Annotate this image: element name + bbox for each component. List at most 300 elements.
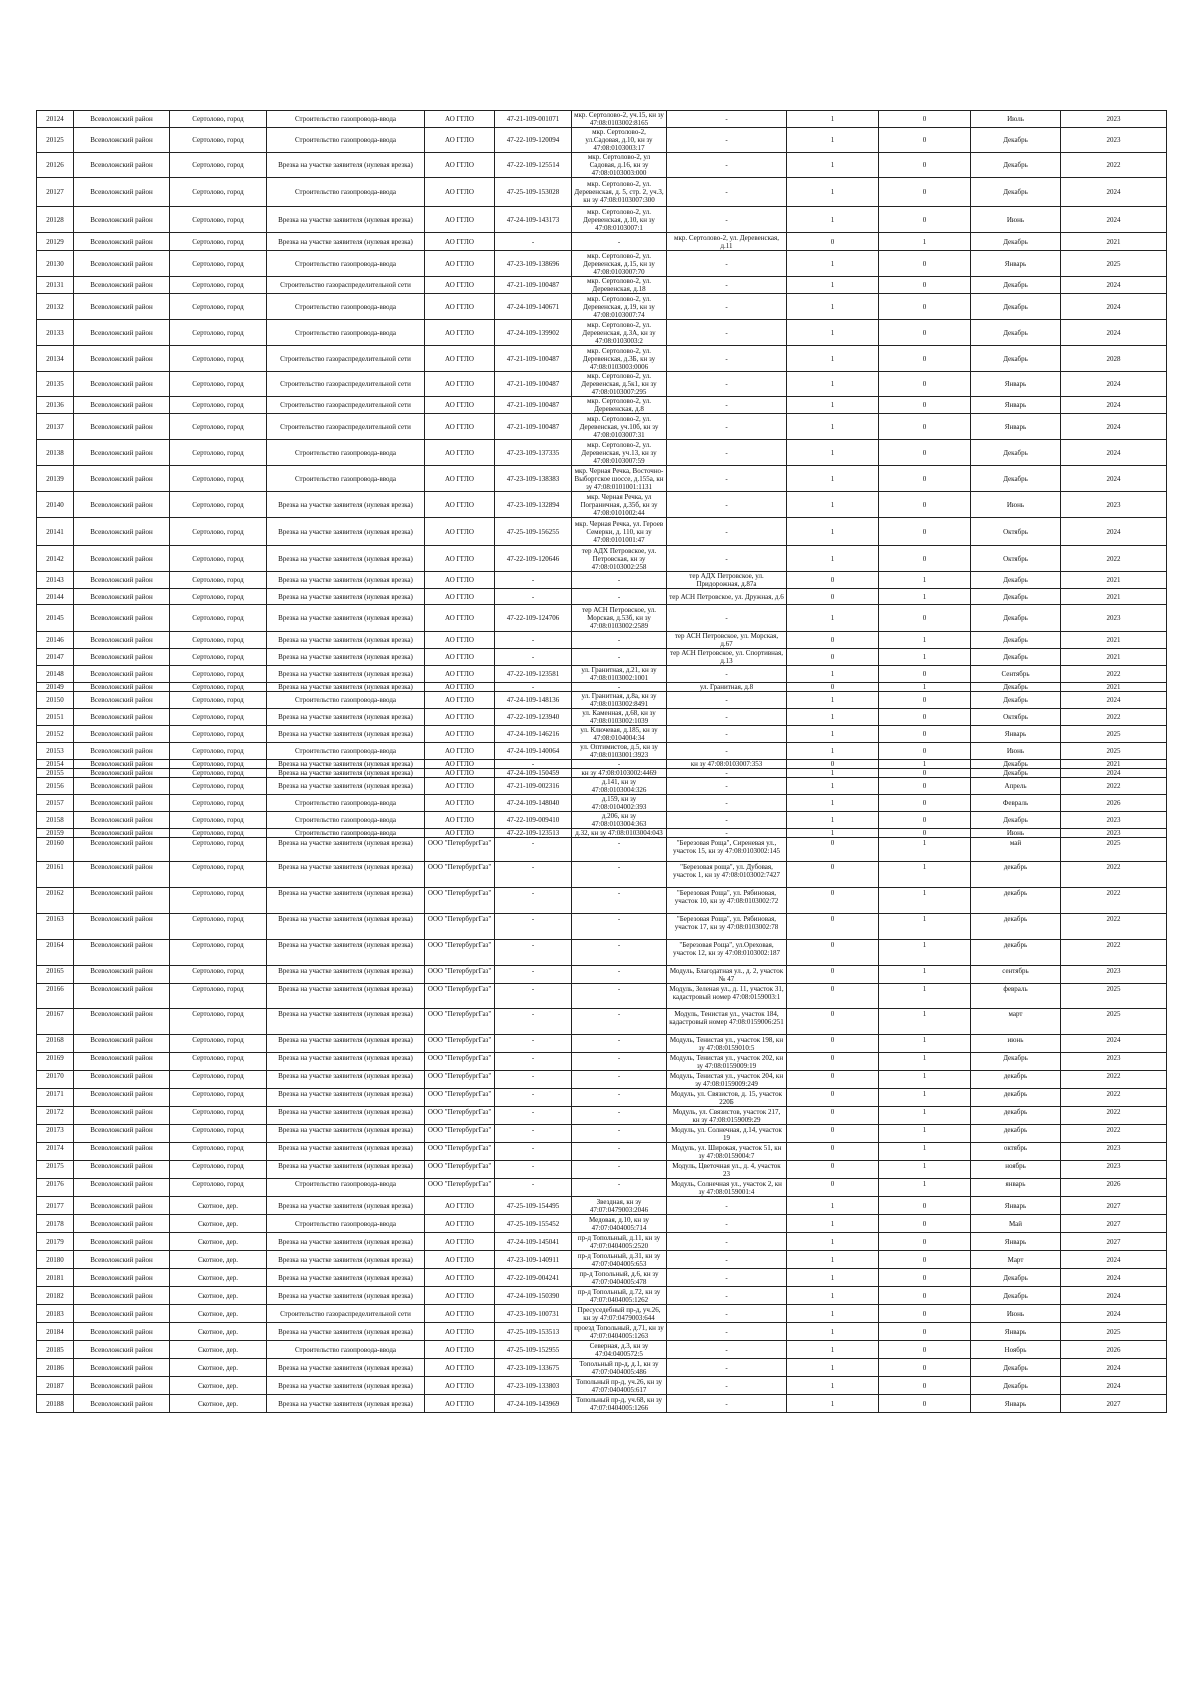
cell-flag-no-contract: 0 bbox=[879, 492, 971, 518]
cell-flag-no-contract: 1 bbox=[879, 1053, 971, 1071]
cell-flag-no-contract: 0 bbox=[879, 666, 971, 683]
cell-month: декабрь bbox=[971, 940, 1061, 966]
cell-year: 2023 bbox=[1061, 812, 1167, 829]
cell-address-no-contract: - bbox=[667, 397, 787, 414]
cell-year: 2024 bbox=[1061, 207, 1167, 233]
cell-number: 20135 bbox=[37, 372, 74, 397]
cell-month: декабрь bbox=[971, 1071, 1061, 1089]
cell-address-contract: - bbox=[572, 683, 667, 692]
cell-number: 20185 bbox=[37, 1341, 74, 1359]
cell-month: Июнь bbox=[971, 492, 1061, 518]
table-row bbox=[37, 294, 1167, 320]
cell-locality: Сертолово, город bbox=[170, 1161, 267, 1179]
cell-year: 2024 bbox=[1061, 294, 1167, 320]
cell-flag-contract: 1 bbox=[787, 178, 879, 207]
cell-address-no-contract: - bbox=[667, 492, 787, 518]
cell-year: 2028 bbox=[1061, 346, 1167, 372]
cell-contract-number: 47-22-109-124706 bbox=[495, 605, 572, 632]
cell-address-no-contract: - bbox=[667, 320, 787, 346]
cell-contract-number: - bbox=[495, 966, 572, 984]
cell-month: Декабрь bbox=[971, 466, 1061, 492]
cell-number: 20177 bbox=[37, 1197, 74, 1215]
cell-month: Декабрь bbox=[971, 1377, 1061, 1395]
cell-work-type: Строительство газораспределительной сети bbox=[267, 1305, 425, 1323]
cell-district: Всеволожский район bbox=[74, 1341, 170, 1359]
cell-address-no-contract: - bbox=[667, 1269, 787, 1287]
cell-address-no-contract: - bbox=[667, 605, 787, 632]
cell-work-type: Строительство газопровода-ввода bbox=[267, 795, 425, 812]
cell-flag-contract: 1 bbox=[787, 1287, 879, 1305]
cell-month: февраль bbox=[971, 984, 1061, 1009]
cell-contract-number: 47-24-109-148040 bbox=[495, 795, 572, 812]
cell-contract-number: 47-23-109-138383 bbox=[495, 466, 572, 492]
cell-address-no-contract: "Березовая Роща", ул. Рябиновая, участок 10, кн зу 47:08:0103002:72 bbox=[667, 888, 787, 914]
cell-district: Всеволожский район bbox=[74, 153, 170, 178]
cell-work-type: Строительство газопровода-ввода bbox=[267, 692, 425, 709]
cell-month: Октябрь bbox=[971, 518, 1061, 546]
cell-contract-number: - bbox=[495, 888, 572, 914]
cell-organization: АО ГГЛО bbox=[425, 1323, 495, 1341]
cell-number: 20169 bbox=[37, 1053, 74, 1071]
cell-organization: АО ГГЛО bbox=[425, 178, 495, 207]
cell-address-contract: д.159, кн зу 47:08:0104002:393 bbox=[572, 795, 667, 812]
cell-year: 2023 bbox=[1061, 1143, 1167, 1161]
cell-district: Всеволожский район bbox=[74, 1179, 170, 1197]
table-row bbox=[37, 605, 1167, 632]
cell-flag-contract: 1 bbox=[787, 743, 879, 760]
cell-month: декабрь bbox=[971, 1125, 1061, 1143]
cell-month: Ноябрь bbox=[971, 1341, 1061, 1359]
cell-address-no-contract: - bbox=[667, 207, 787, 233]
cell-year: 2027 bbox=[1061, 1197, 1167, 1215]
cell-number: 20133 bbox=[37, 320, 74, 346]
cell-month: декабрь bbox=[971, 862, 1061, 888]
cell-flag-contract: 0 bbox=[787, 1071, 879, 1089]
cell-organization: АО ГГЛО bbox=[425, 1377, 495, 1395]
cell-flag-contract: 1 bbox=[787, 111, 879, 128]
cell-work-type: Врезка на участке заявителя (нулевая врезка) bbox=[267, 726, 425, 743]
cell-contract-number: 47-21-109-001071 bbox=[495, 111, 572, 128]
cell-number: 20160 bbox=[37, 838, 74, 862]
cell-work-type: Врезка на участке заявителя (нулевая врезка) bbox=[267, 666, 425, 683]
cell-address-no-contract: "Березовая Роща", Сиреневая ул., участок 15, кн зу 47:08:0103002:145 bbox=[667, 838, 787, 862]
cell-district: Всеволожский район bbox=[74, 1359, 170, 1377]
cell-address-no-contract: Модуль, Цветочная ул., д. 4, участок 23 bbox=[667, 1161, 787, 1179]
cell-number: 20187 bbox=[37, 1377, 74, 1395]
cell-month: Июнь bbox=[971, 829, 1061, 838]
cell-year: 2024 bbox=[1061, 466, 1167, 492]
cell-work-type: Врезка на участке заявителя (нулевая врезка) bbox=[267, 1287, 425, 1305]
cell-work-type: Строительство газораспределительной сети bbox=[267, 397, 425, 414]
cell-number: 20124 bbox=[37, 111, 74, 128]
cell-address-no-contract: - bbox=[667, 1251, 787, 1269]
cell-contract-number: - bbox=[495, 1125, 572, 1143]
cell-district: Всеволожский район bbox=[74, 632, 170, 649]
cell-address-contract: мкр. Черная Речка, ул Пограничная, д.35б, кн зу 47:08:0101002:44 bbox=[572, 492, 667, 518]
cell-work-type: Врезка на участке заявителя (нулевая врезка) bbox=[267, 709, 425, 726]
cell-flag-no-contract: 1 bbox=[879, 1125, 971, 1143]
cell-address-no-contract: "Березовая Роща", ул.Ореховая, участок 12, кн зу 47:08:0103002:187 bbox=[667, 940, 787, 966]
cell-locality: Скотное, дер. bbox=[170, 1359, 267, 1377]
cell-locality: Сертолово, город bbox=[170, 414, 267, 440]
cell-organization: ООО "ПетербургГаз" bbox=[425, 940, 495, 966]
table-row bbox=[37, 683, 1167, 692]
cell-contract-number: 47-24-109-150390 bbox=[495, 1287, 572, 1305]
cell-locality: Скотное, дер. bbox=[170, 1395, 267, 1413]
cell-locality: Сертолово, город bbox=[170, 743, 267, 760]
cell-address-no-contract: - bbox=[667, 277, 787, 294]
cell-contract-number: - bbox=[495, 1143, 572, 1161]
cell-flag-no-contract: 0 bbox=[879, 1269, 971, 1287]
cell-flag-no-contract: 1 bbox=[879, 914, 971, 940]
cell-address-contract: ул. Ключевая, д.185, кн зу 47:08:0104004:34 bbox=[572, 726, 667, 743]
cell-month: Декабрь bbox=[971, 277, 1061, 294]
cell-number: 20153 bbox=[37, 743, 74, 760]
cell-work-type: Врезка на участке заявителя (нулевая врезка) bbox=[267, 589, 425, 605]
cell-district: Всеволожский район bbox=[74, 984, 170, 1009]
cell-locality: Сертолово, город bbox=[170, 1071, 267, 1089]
cell-month: Декабрь bbox=[971, 1287, 1061, 1305]
cell-flag-no-contract: 1 bbox=[879, 1179, 971, 1197]
cell-work-type: Врезка на участке заявителя (нулевая врезка) bbox=[267, 1251, 425, 1269]
cell-contract-number: 47-22-109-123513 bbox=[495, 829, 572, 838]
cell-flag-contract: 1 bbox=[787, 1215, 879, 1233]
cell-locality: Сертолово, город bbox=[170, 111, 267, 128]
cell-work-type: Врезка на участке заявителя (нулевая врезка) bbox=[267, 1161, 425, 1179]
cell-address-contract: мкр. Сертолово-2, ул. Деревенская, д.5к1, кн зу 47:08:0103007:295 bbox=[572, 372, 667, 397]
cell-district: Всеволожский район bbox=[74, 233, 170, 251]
cell-address-contract: д.141, кн зу 47:08:0103004:326 bbox=[572, 778, 667, 795]
cell-number: 20125 bbox=[37, 128, 74, 153]
cell-flag-contract: 1 bbox=[787, 795, 879, 812]
cell-flag-no-contract: 1 bbox=[879, 1035, 971, 1053]
cell-month: Январь bbox=[971, 372, 1061, 397]
cell-work-type: Строительство газопровода-ввода bbox=[267, 812, 425, 829]
cell-year: 2025 bbox=[1061, 726, 1167, 743]
cell-number: 20158 bbox=[37, 812, 74, 829]
cell-address-no-contract: - bbox=[667, 372, 787, 397]
cell-district: Всеволожский район bbox=[74, 111, 170, 128]
cell-flag-no-contract: 0 bbox=[879, 294, 971, 320]
cell-address-no-contract: - bbox=[667, 1197, 787, 1215]
cell-year: 2024 bbox=[1061, 1269, 1167, 1287]
cell-year: 2027 bbox=[1061, 1395, 1167, 1413]
cell-address-no-contract: - bbox=[667, 829, 787, 838]
table-row bbox=[37, 128, 1167, 153]
table-row bbox=[37, 984, 1167, 1009]
cell-flag-contract: 1 bbox=[787, 1395, 879, 1413]
cell-flag-contract: 1 bbox=[787, 1323, 879, 1341]
cell-flag-contract: 0 bbox=[787, 1179, 879, 1197]
cell-number: 20137 bbox=[37, 414, 74, 440]
cell-address-contract: - bbox=[572, 1053, 667, 1071]
cell-locality: Сертолово, город bbox=[170, 178, 267, 207]
cell-work-type: Врезка на участке заявителя (нулевая врезка) bbox=[267, 632, 425, 649]
cell-locality: Сертолово, город bbox=[170, 838, 267, 862]
cell-year: 2022 bbox=[1061, 940, 1167, 966]
cell-address-contract: мкр. Сертолово-2, ул. Деревенская, д.8 bbox=[572, 397, 667, 414]
cell-year: 2022 bbox=[1061, 1125, 1167, 1143]
cell-locality: Сертолово, город bbox=[170, 769, 267, 778]
cell-locality: Скотное, дер. bbox=[170, 1269, 267, 1287]
cell-work-type: Врезка на участке заявителя (нулевая врезка) bbox=[267, 838, 425, 862]
cell-year: 2024 bbox=[1061, 178, 1167, 207]
cell-flag-contract: 1 bbox=[787, 518, 879, 546]
cell-organization: ООО "ПетербургГаз" bbox=[425, 1035, 495, 1053]
cell-work-type: Строительство газопровода-ввода bbox=[267, 1341, 425, 1359]
cell-organization: АО ГГЛО bbox=[425, 1287, 495, 1305]
cell-address-contract: мкр. Сертолово-2, ул. Деревенская, д.10, кн зу 47:08:0103007:1 bbox=[572, 207, 667, 233]
cell-number: 20161 bbox=[37, 862, 74, 888]
cell-locality: Сертолово, город bbox=[170, 862, 267, 888]
table-row bbox=[37, 1395, 1167, 1413]
cell-work-type: Врезка на участке заявителя (нулевая врезка) bbox=[267, 518, 425, 546]
cell-number: 20179 bbox=[37, 1233, 74, 1251]
cell-address-no-contract: Модуль, Благодатная ул., д. 2, участок № 47 bbox=[667, 966, 787, 984]
cell-district: Всеволожский район bbox=[74, 546, 170, 572]
cell-month: Декабрь bbox=[971, 1359, 1061, 1377]
cell-flag-no-contract: 1 bbox=[879, 572, 971, 589]
cell-locality: Скотное, дер. bbox=[170, 1251, 267, 1269]
cell-number: 20168 bbox=[37, 1035, 74, 1053]
cell-district: Всеволожский район bbox=[74, 1305, 170, 1323]
cell-contract-number: 47-25-109-154495 bbox=[495, 1197, 572, 1215]
cell-number: 20132 bbox=[37, 294, 74, 320]
cell-district: Всеволожский район bbox=[74, 1287, 170, 1305]
cell-number: 20154 bbox=[37, 760, 74, 769]
cell-flag-contract: 1 bbox=[787, 692, 879, 709]
cell-organization: АО ГГЛО bbox=[425, 1341, 495, 1359]
cell-locality: Сертолово, город bbox=[170, 1053, 267, 1071]
cell-contract-number: 47-23-109-133675 bbox=[495, 1359, 572, 1377]
cell-flag-no-contract: 0 bbox=[879, 178, 971, 207]
cell-district: Всеволожский район bbox=[74, 589, 170, 605]
cell-month: Декабрь bbox=[971, 649, 1061, 666]
cell-address-contract: ул. Гранитная, д.8а, кн зу 47:08:0103002:8491 bbox=[572, 692, 667, 709]
cell-address-contract: - bbox=[572, 233, 667, 251]
cell-district: Всеволожский район bbox=[74, 683, 170, 692]
cell-flag-no-contract: 1 bbox=[879, 838, 971, 862]
cell-contract-number: 47-24-109-140671 bbox=[495, 294, 572, 320]
cell-organization: АО ГГЛО bbox=[425, 294, 495, 320]
cell-work-type: Врезка на участке заявителя (нулевая врезка) bbox=[267, 605, 425, 632]
cell-flag-no-contract: 0 bbox=[879, 346, 971, 372]
table-row bbox=[37, 692, 1167, 709]
table-row bbox=[37, 414, 1167, 440]
cell-flag-contract: 0 bbox=[787, 940, 879, 966]
cell-address-contract: ул. Оптимистов, д.5, кн зу 47:08:0103001:3923 bbox=[572, 743, 667, 760]
cell-flag-no-contract: 0 bbox=[879, 1359, 971, 1377]
cell-year: 2021 bbox=[1061, 572, 1167, 589]
cell-work-type: Врезка на участке заявителя (нулевая врезка) bbox=[267, 1071, 425, 1089]
cell-district: Всеволожский район bbox=[74, 207, 170, 233]
cell-organization: ООО "ПетербургГаз" bbox=[425, 914, 495, 940]
cell-locality: Сертолово, город bbox=[170, 294, 267, 320]
table-row bbox=[37, 572, 1167, 589]
cell-work-type: Строительство газораспределительной сети bbox=[267, 346, 425, 372]
cell-district: Всеволожский район bbox=[74, 1215, 170, 1233]
cell-work-type: Строительство газопровода-ввода bbox=[267, 1215, 425, 1233]
cell-contract-number: 47-25-109-152955 bbox=[495, 1341, 572, 1359]
cell-month: Декабрь bbox=[971, 632, 1061, 649]
table-row bbox=[37, 1143, 1167, 1161]
cell-address-no-contract: Модуль, Тенистая ул., участок 202, кн зу 47:08:0159009:19 bbox=[667, 1053, 787, 1071]
cell-organization: ООО "ПетербургГаз" bbox=[425, 1071, 495, 1089]
cell-contract-number: 47-22-109-125514 bbox=[495, 153, 572, 178]
cell-address-contract: пр-д Топольный, д.6, кн зу 47:07:0404005:478 bbox=[572, 1269, 667, 1287]
cell-address-no-contract: Модуль, Зеленая ул., д. 11, участок 31, кадастровый номер 47:08:0159003:1 bbox=[667, 984, 787, 1009]
cell-district: Всеволожский район bbox=[74, 372, 170, 397]
cell-month: Январь bbox=[971, 1323, 1061, 1341]
cell-flag-no-contract: 1 bbox=[879, 862, 971, 888]
cell-contract-number: 47-24-109-146216 bbox=[495, 726, 572, 743]
cell-year: 2023 bbox=[1061, 128, 1167, 153]
cell-work-type: Врезка на участке заявителя (нулевая врезка) bbox=[267, 1269, 425, 1287]
cell-flag-contract: 0 bbox=[787, 1107, 879, 1125]
cell-contract-number: - bbox=[495, 1071, 572, 1089]
table-row bbox=[37, 466, 1167, 492]
cell-organization: АО ГГЛО bbox=[425, 251, 495, 277]
cell-flag-contract: 1 bbox=[787, 1341, 879, 1359]
cell-address-contract: - bbox=[572, 966, 667, 984]
cell-organization: АО ГГЛО bbox=[425, 440, 495, 466]
cell-number: 20134 bbox=[37, 346, 74, 372]
cell-locality: Сертолово, город bbox=[170, 829, 267, 838]
cell-contract-number: 47-25-109-155452 bbox=[495, 1215, 572, 1233]
table-row bbox=[37, 1341, 1167, 1359]
cell-number: 20157 bbox=[37, 795, 74, 812]
cell-flag-no-contract: 0 bbox=[879, 1233, 971, 1251]
cell-flag-no-contract: 1 bbox=[879, 233, 971, 251]
cell-organization: ООО "ПетербургГаз" bbox=[425, 838, 495, 862]
cell-locality: Скотное, дер. bbox=[170, 1215, 267, 1233]
cell-contract-number: 47-22-109-009410 bbox=[495, 812, 572, 829]
cell-locality: Сертолово, город bbox=[170, 492, 267, 518]
cell-district: Всеволожский район bbox=[74, 1377, 170, 1395]
cell-locality: Скотное, дер. bbox=[170, 1233, 267, 1251]
cell-address-no-contract: - bbox=[667, 414, 787, 440]
cell-flag-no-contract: 1 bbox=[879, 966, 971, 984]
cell-month: Декабрь bbox=[971, 572, 1061, 589]
cell-contract-number: 47-24-109-143173 bbox=[495, 207, 572, 233]
cell-organization: ООО "ПетербургГаз" bbox=[425, 1125, 495, 1143]
cell-flag-contract: 1 bbox=[787, 1269, 879, 1287]
cell-district: Всеволожский район bbox=[74, 1107, 170, 1125]
cell-district: Всеволожский район bbox=[74, 1089, 170, 1107]
cell-year: 2022 bbox=[1061, 709, 1167, 726]
cell-flag-no-contract: 0 bbox=[879, 726, 971, 743]
cell-address-contract: мкр. Сертолово-2, ул. Деревенская, д. 5, стр. 2, уч.3, кн зу 47:08:0103007:300 bbox=[572, 178, 667, 207]
cell-year: 2026 bbox=[1061, 1179, 1167, 1197]
cell-organization: АО ГГЛО bbox=[425, 726, 495, 743]
cell-district: Всеволожский район bbox=[74, 178, 170, 207]
cell-flag-contract: 1 bbox=[787, 812, 879, 829]
cell-month: Июнь bbox=[971, 743, 1061, 760]
cell-month: Декабрь bbox=[971, 153, 1061, 178]
cell-contract-number: 47-24-109-140064 bbox=[495, 743, 572, 760]
cell-address-contract: мкр. Сертолово-2, ул. Деревенская, д.15, кн зу 47:08:0103007:70 bbox=[572, 251, 667, 277]
cell-organization: АО ГГЛО bbox=[425, 649, 495, 666]
cell-flag-contract: 1 bbox=[787, 320, 879, 346]
cell-number: 20176 bbox=[37, 1179, 74, 1197]
cell-month: Декабрь bbox=[971, 440, 1061, 466]
cell-address-contract: мкр. Сертолово-2, ул. Деревенская, д.3Б, кн зу 47:08:0103003:0006 bbox=[572, 346, 667, 372]
cell-number: 20128 bbox=[37, 207, 74, 233]
cell-work-type: Врезка на участке заявителя (нулевая врезка) bbox=[267, 1053, 425, 1071]
cell-address-no-contract: - bbox=[667, 251, 787, 277]
cell-flag-no-contract: 0 bbox=[879, 128, 971, 153]
table-row bbox=[37, 1215, 1167, 1233]
cell-district: Всеволожский район bbox=[74, 709, 170, 726]
table-row bbox=[37, 546, 1167, 572]
cell-contract-number: 47-25-109-153028 bbox=[495, 178, 572, 207]
cell-flag-no-contract: 0 bbox=[879, 320, 971, 346]
cell-year: 2024 bbox=[1061, 320, 1167, 346]
table-row bbox=[37, 1035, 1167, 1053]
cell-address-no-contract: - bbox=[667, 692, 787, 709]
cell-contract-number: - bbox=[495, 632, 572, 649]
cell-year: 2024 bbox=[1061, 397, 1167, 414]
cell-work-type: Строительство газораспределительной сети bbox=[267, 372, 425, 397]
cell-address-contract: Топольный пр-д, уч.26, кн зу 47:07:0404005:617 bbox=[572, 1377, 667, 1395]
cell-locality: Сертолово, город bbox=[170, 1125, 267, 1143]
table-row bbox=[37, 1179, 1167, 1197]
cell-organization: АО ГГЛО bbox=[425, 233, 495, 251]
cell-contract-number: 47-22-109-120094 bbox=[495, 128, 572, 153]
cell-month: Декабрь bbox=[971, 233, 1061, 251]
table-row bbox=[37, 1323, 1167, 1341]
cell-contract-number: 47-23-109-133803 bbox=[495, 1377, 572, 1395]
cell-organization: АО ГГЛО bbox=[425, 1197, 495, 1215]
cell-work-type: Врезка на участке заявителя (нулевая врезка) bbox=[267, 207, 425, 233]
table-row bbox=[37, 1359, 1167, 1377]
cell-address-no-contract: - bbox=[667, 778, 787, 795]
cell-district: Всеволожский район bbox=[74, 294, 170, 320]
cell-year: 2024 bbox=[1061, 1359, 1167, 1377]
cell-flag-no-contract: 0 bbox=[879, 518, 971, 546]
cell-number: 20148 bbox=[37, 666, 74, 683]
cell-contract-number: - bbox=[495, 862, 572, 888]
cell-month: Январь bbox=[971, 1197, 1061, 1215]
cell-district: Всеволожский район bbox=[74, 760, 170, 769]
cell-flag-no-contract: 0 bbox=[879, 153, 971, 178]
cell-number: 20181 bbox=[37, 1269, 74, 1287]
cell-locality: Сертолово, город bbox=[170, 1089, 267, 1107]
cell-month: сентябрь bbox=[971, 966, 1061, 984]
cell-district: Всеволожский район bbox=[74, 492, 170, 518]
cell-flag-contract: 1 bbox=[787, 769, 879, 778]
cell-work-type: Врезка на участке заявителя (нулевая врезка) bbox=[267, 914, 425, 940]
cell-locality: Сертолово, город bbox=[170, 726, 267, 743]
cell-flag-no-contract: 1 bbox=[879, 589, 971, 605]
cell-number: 20167 bbox=[37, 1009, 74, 1035]
cell-month: Июль bbox=[971, 111, 1061, 128]
cell-work-type: Врезка на участке заявителя (нулевая врезка) bbox=[267, 1359, 425, 1377]
cell-number: 20145 bbox=[37, 605, 74, 632]
cell-flag-no-contract: 1 bbox=[879, 984, 971, 1009]
cell-number: 20127 bbox=[37, 178, 74, 207]
cell-work-type: Врезка на участке заявителя (нулевая врезка) bbox=[267, 1107, 425, 1125]
cell-address-contract: д.206, кн зу 47:08:0103004:363 bbox=[572, 812, 667, 829]
cell-work-type: Врезка на участке заявителя (нулевая врезка) bbox=[267, 769, 425, 778]
cell-year: 2022 bbox=[1061, 546, 1167, 572]
cell-contract-number: 47-23-109-137335 bbox=[495, 440, 572, 466]
cell-year: 2021 bbox=[1061, 589, 1167, 605]
cell-month: Декабрь bbox=[971, 178, 1061, 207]
cell-year: 2023 bbox=[1061, 111, 1167, 128]
cell-year: 2024 bbox=[1061, 277, 1167, 294]
cell-address-contract: мкр. Сертолово-2, ул. Деревенская, уч.13, кн зу 47:08:0103007:59 bbox=[572, 440, 667, 466]
